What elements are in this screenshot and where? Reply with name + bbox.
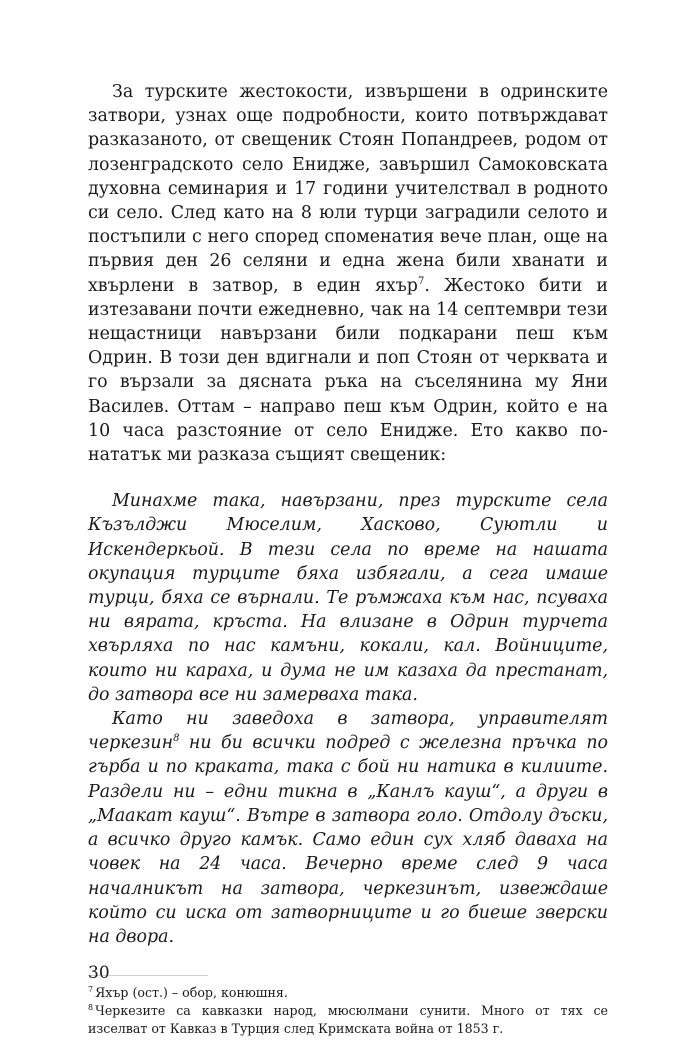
footnotes-section (88, 975, 608, 1038)
footnote-text: Яхър (ост.) – обор, конюшня. (95, 985, 288, 1001)
footnote-ref-8[interactable]: 8 (173, 733, 180, 745)
body-paragraph (88, 80, 608, 467)
quote-paragraph-2 (88, 707, 608, 949)
quote2-text-part2: ни би всички подред с железна пръчка по гърба и по краката, така с бой ни натика в килиите. Раздели ни – едни тикна в „Канлъ кауш“, а други в „Маакат кауш“. Вътре в затвора голо. Отдолу дъски, а всичко друго камък. Само един сух хляб даваха на човек на 24 часа. Вечерно време след 9 часа началникът на затвора, черкезинът, извеждаше който си иска от затворниците и го биеше зверски на двора. (88, 733, 608, 947)
quote-paragraph-1: Минахме така, навързани, през турските села Къзълджи Мюселим, Хасково, Суютли и Искендеркьой. В тези села по време на нашата окупация турците бяха избягали, а сега имаше турци, бяха се върнали. Те ръмжаха към нас, псуваха ни вярата, кръста. На влизане в Одрин турчета хвърляха по нас камъни, кокали, кал. Войниците, които ни караха, и дума не им казаха да престанат, до затвора все ни замерваха така. (88, 491, 608, 705)
footnote-text: Черкезите са кавказки народ, мюсюлмани сунити. Много от тях се изселват от Кавказ в Турция след Кримската война от 1853 г. (88, 1003, 608, 1037)
footnote-number: 8 (88, 1002, 94, 1012)
paragraph-text-part2: . Жестоко бити и изтезавани почти ежедневно, чак на 14 септември тези нещастници навързани били подкарани пеш към Одрин. В този ден вдигнали и поп Стоян от черквата и го вързали за дясната ръка на съселянина му Яни Василев. Оттам – направо пеш към Одрин, който е на 10 часа разстояние от село Енидже. Ето какво по-нататък ми разказа същият свещеник: (88, 275, 608, 466)
footnote-7 (88, 984, 608, 1002)
quoted-testimony (88, 489, 608, 949)
footnote-8 (88, 1002, 608, 1038)
paragraph-text-part1: За турските жестокости, извършени в одринските затвори, узнах още подробности, които потвърждават разказаното, от свещеник Стоян Попандреев, родом от лозенградското село Енидже, завършил Самоковската духовна семинария и 17 години учителствал в родното си село. След като на 8 юли турци заградили селото и постъпили с него според споменатия вече план, още на първия ден 26 селяни и една жена били хванати и хвърлени в затвор, в един яхър (88, 82, 608, 296)
footnote-number: 7 (88, 984, 94, 994)
quote2-text-part1: Като ни заведоха в затвора, управителят черкезин (88, 709, 608, 754)
page-content (88, 80, 608, 1038)
page-number: 30 (88, 963, 110, 983)
footnote-ref-7[interactable]: 7 (417, 275, 425, 287)
